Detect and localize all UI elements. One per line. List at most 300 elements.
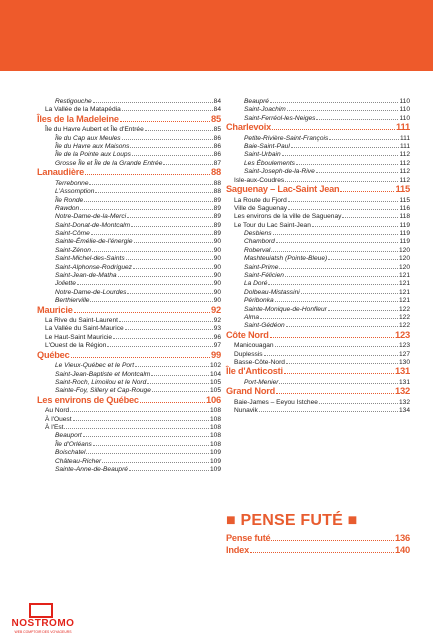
toc-page-number: 119 (399, 238, 410, 246)
toc-page-number: 88 (210, 166, 221, 178)
dot-leader (80, 203, 212, 210)
dot-leader (328, 304, 398, 311)
toc-entry-title: Manicouagan (234, 342, 274, 350)
dot-leader (270, 96, 399, 103)
toc-entry-title: Saint-Jean-de-Matha (55, 272, 117, 280)
toc-entry[interactable] (37, 430, 221, 438)
dot-leader (312, 220, 399, 227)
toc-entry[interactable] (226, 220, 410, 228)
dot-leader (93, 439, 209, 446)
dot-leader (285, 270, 398, 277)
toc-entry[interactable] (37, 464, 221, 472)
toc-right-column (226, 96, 410, 414)
toc-entry-title: Grand Nord (226, 386, 276, 397)
dot-leader (342, 211, 398, 218)
toc-entry-title: Île du Cap aux Meules (55, 134, 121, 142)
toc-entry[interactable] (226, 340, 410, 348)
dot-leader (77, 278, 213, 285)
toc-entry[interactable] (37, 186, 221, 194)
dot-leader (151, 369, 209, 376)
toc-entry-title: Île d'Orléans (55, 440, 92, 448)
toc-entry[interactable] (37, 295, 221, 303)
toc-page-number: 85 (210, 112, 221, 124)
toc-page-number: 90 (213, 238, 221, 246)
toc-entry-title: Saint-Urbain (244, 151, 281, 159)
dot-leader (86, 447, 209, 454)
toc-entry[interactable] (37, 195, 221, 203)
toc-page-number: 109 (209, 465, 221, 473)
toc-entry[interactable] (226, 104, 410, 112)
toc-entry-title: Saint-Gédéon (244, 322, 285, 330)
toc-entry[interactable] (226, 203, 410, 211)
toc-entry[interactable] (226, 228, 410, 236)
toc-entry[interactable] (37, 262, 221, 270)
toc-page-number: 90 (213, 255, 221, 263)
dot-leader (71, 349, 210, 358)
toc-entry[interactable] (37, 369, 221, 377)
dot-leader (163, 158, 212, 165)
dot-leader (282, 149, 399, 156)
toc-section-heading[interactable] (226, 532, 410, 544)
toc-entry-title: Grosse Île et Île de la Grande Entrée (55, 159, 163, 167)
logo-tagline: WEB COMPTOIR DES VOYAGEURS (14, 630, 72, 634)
dot-leader (91, 228, 213, 235)
dot-leader (83, 430, 209, 437)
dot-leader (276, 236, 399, 243)
toc-entry[interactable] (37, 270, 221, 278)
toc-entry-title: Duplessis (234, 350, 263, 358)
toc-section-heading[interactable] (226, 385, 410, 397)
toc-entry-title: Le Haut-Saint Mauricie (45, 333, 113, 341)
toc-entry[interactable] (37, 414, 221, 422)
toc-page-number: 119 (399, 221, 410, 229)
dot-leader (284, 365, 394, 374)
toc-page-number: 90 (213, 280, 221, 288)
toc-entry-title: Le Tour du Lac Saint-Jean (234, 221, 311, 229)
toc-entry[interactable] (226, 158, 410, 166)
toc-entry[interactable] (37, 253, 221, 261)
toc-entry-title: Boischatel (55, 449, 86, 457)
toc-entry-title: Rawdon (55, 204, 80, 212)
toc-entry[interactable] (226, 312, 410, 320)
toc-entry-title: Mashteuiatsh (Pointe-Bleue) (244, 255, 328, 263)
dot-leader (73, 414, 209, 421)
toc-entry[interactable] (226, 175, 410, 183)
logo-name: NOSTROMO (11, 618, 75, 629)
nostromo-logo (3, 603, 83, 639)
toc-entry-title: Lanaudière (37, 167, 85, 178)
toc-entry-title: L'Assomption (55, 188, 95, 196)
toc-page-number: 110 (399, 106, 410, 114)
toc-entry-title: Notre-Dame-de-la-Merci (55, 213, 127, 221)
toc-page-number: 123 (394, 328, 410, 340)
dot-leader (316, 166, 399, 173)
toc-section-heading[interactable] (37, 304, 221, 316)
toc-entry[interactable] (37, 228, 221, 236)
toc-entry-title: La Doré (244, 280, 268, 288)
toc-entry[interactable] (37, 96, 221, 104)
toc-entry-title: Notre-Dame-de-Lourdes (55, 288, 127, 296)
toc-entry[interactable] (37, 287, 221, 295)
dot-leader (107, 340, 212, 347)
toc-entry-title: Saint-Jean-Baptiste et Montcalm (55, 370, 151, 378)
toc-page-number: 132 (394, 385, 410, 397)
toc-page-number: 88 (213, 188, 221, 196)
toc-entry-title: Québec (37, 349, 70, 360)
toc-page-number: 105 (209, 387, 221, 395)
toc-page-number: 122 (398, 305, 410, 313)
toc-entry-title: Île d'Anticosti (226, 366, 283, 377)
toc-entry[interactable] (37, 323, 221, 331)
dot-leader (70, 405, 209, 412)
toc-entry-title: Île du Havre aux Maisons (55, 143, 130, 151)
dot-leader (328, 253, 398, 260)
dot-leader (140, 394, 205, 403)
toc-page-number: 112 (399, 176, 410, 184)
toc-page-number: 136 (394, 532, 410, 543)
toc-entry-title: Petite-Rivière-Saint-François (244, 134, 329, 142)
toc-entry-title: À l'Est (45, 424, 64, 431)
logo-frame-icon (29, 603, 53, 618)
toc-page-number: 110 (399, 98, 410, 105)
toc-entry-title: Basse-Côte-Nord (234, 359, 285, 367)
toc-page-number: 109 (209, 449, 221, 457)
toc-entry[interactable] (226, 166, 410, 174)
toc-page-number: 132 (398, 398, 410, 406)
toc-section-heading[interactable] (37, 394, 221, 406)
toc-entry-title: Charlevoix (226, 122, 271, 133)
dot-leader (64, 422, 209, 429)
toc-page-number: 131 (398, 378, 410, 386)
toc-entry-title: Saint-Félicien (244, 272, 284, 280)
toc-section-heading[interactable] (226, 121, 410, 133)
dot-leader (113, 332, 213, 339)
toc-entry[interactable] (226, 195, 410, 203)
toc-entry-title: Les environs de la ville de Saguenay (234, 213, 342, 221)
dot-leader (276, 385, 394, 394)
toc-entry-title: Péribonka (244, 297, 274, 305)
dot-leader (264, 349, 398, 356)
dot-leader (92, 245, 213, 252)
toc-page-number: 84 (213, 98, 221, 105)
toc-entry-title: La Rive du Saint-Laurent (45, 317, 118, 325)
toc-entry-title: Les environs de Québec (37, 394, 139, 405)
toc-entry[interactable] (37, 178, 221, 186)
toc-entry[interactable] (226, 377, 410, 385)
dot-leader (259, 405, 398, 412)
toc-page-number: 97 (213, 342, 221, 350)
dot-leader (329, 133, 399, 140)
toc-section-heading[interactable] (226, 544, 410, 556)
toc-entry-title: Terrebonne (55, 179, 89, 187)
toc-entry-title: Roberval (244, 246, 271, 254)
dot-leader (288, 203, 398, 210)
toc-page-number: 123 (398, 342, 410, 350)
toc-entry[interactable] (226, 349, 410, 357)
toc-page-number: 90 (213, 263, 221, 271)
toc-entry[interactable] (37, 340, 221, 348)
toc-section-heading[interactable] (226, 365, 410, 377)
dot-leader (119, 315, 213, 322)
toc-entry[interactable] (226, 149, 410, 157)
dot-leader (275, 340, 398, 347)
toc-entry-title: Saint-Zénon (55, 246, 91, 254)
toc-entry[interactable] (226, 211, 410, 219)
toc-entry[interactable] (226, 357, 410, 365)
toc-page-number: 112 (399, 151, 410, 159)
dot-leader (340, 183, 394, 192)
toc-page-number: 92 (213, 317, 221, 325)
toc-entry-title: Index (226, 544, 249, 555)
dot-leader (84, 195, 212, 202)
toc-page-number: 131 (394, 365, 410, 377)
toc-entry-title: Île Ronde (55, 196, 84, 204)
toc-entry-title: Île de la Pointe aux Loups (55, 151, 131, 159)
dot-leader (286, 357, 398, 364)
toc-page-number: 89 (213, 213, 221, 221)
toc-entry[interactable] (37, 332, 221, 340)
dot-leader (275, 295, 398, 302)
toc-page-number: 115 (395, 183, 410, 195)
toc-entry-title: Baie-James – Eeyou Istchee (234, 398, 318, 406)
toc-entry[interactable] (226, 245, 410, 253)
toc-entry-title: Alma (244, 313, 260, 321)
toc-entry[interactable] (37, 133, 221, 141)
toc-section-heading[interactable] (226, 329, 410, 341)
dot-leader (85, 166, 210, 175)
dot-leader (268, 278, 398, 285)
toc-entry-title: Côte Nord (226, 329, 269, 340)
toc-entry[interactable] (37, 315, 221, 323)
toc-entry-title: Baie-Saint-Paul (244, 143, 290, 151)
toc-page-number: 108 (209, 407, 221, 415)
toc-page-number: 112 (399, 159, 410, 167)
dot-leader (279, 262, 398, 269)
dot-leader (147, 377, 209, 384)
toc-entry-title: Nunavik (234, 407, 258, 415)
toc-section-heading[interactable] (37, 349, 221, 361)
toc-page-number: 89 (213, 230, 221, 238)
toc-entry-title: Saint-Alphonse-Rodriguez (55, 263, 132, 271)
dot-leader (95, 186, 212, 193)
toc-entry[interactable] (37, 149, 221, 157)
toc-page-number: 122 (398, 322, 410, 330)
toc-entry[interactable] (226, 405, 410, 413)
dot-leader (296, 158, 399, 165)
dot-leader (122, 133, 213, 140)
dot-leader (118, 270, 213, 277)
toc-page-number: 108 (209, 440, 221, 448)
toc-entry-title: Les Éboulements (244, 159, 295, 167)
toc-page-number: 108 (209, 432, 221, 440)
toc-entry[interactable] (37, 158, 221, 166)
toc-page-number: 99 (210, 348, 221, 360)
dot-leader (286, 320, 398, 327)
toc-page-number: 93 (213, 325, 221, 333)
toc-page-number: 110 (399, 114, 410, 122)
toc-page-number: 127 (398, 350, 410, 358)
toc-entry[interactable] (226, 295, 410, 303)
dot-leader (89, 178, 212, 185)
toc-entry-title: Sainte-Foy, Sillery et Cap-Rouge (55, 387, 151, 395)
toc-page-number: 96 (213, 333, 221, 341)
toc-entry[interactable] (226, 96, 410, 104)
dot-leader (125, 323, 213, 330)
toc-entry[interactable] (226, 287, 410, 295)
toc-page-number: 86 (213, 134, 221, 142)
header-band (0, 0, 433, 71)
dot-leader (273, 228, 399, 235)
toc-page-number: 104 (209, 370, 221, 378)
toc-entry-title: Dolbeau-Mistassini (244, 288, 300, 296)
toc-entry[interactable] (226, 113, 410, 121)
dot-leader (270, 329, 394, 338)
toc-section-heading[interactable] (226, 183, 410, 195)
toc-entry[interactable] (37, 377, 221, 385)
dot-leader (74, 304, 210, 313)
toc-entry[interactable] (37, 278, 221, 286)
pense-fute-list (226, 532, 410, 555)
toc-page-number: 111 (399, 143, 410, 151)
toc-entry-title: Saint-Prime (244, 263, 279, 271)
toc-page-number: 108 (209, 415, 221, 423)
toc-entry-title: Au Nord (45, 407, 70, 415)
toc-page-number: 118 (399, 213, 410, 221)
toc-entry-title: La Route du Fjord (234, 196, 287, 204)
toc-page-number: 121 (398, 272, 410, 280)
toc-entry[interactable] (226, 304, 410, 312)
toc-page-number: 122 (398, 313, 410, 321)
toc-entry-title: Îles de la Madeleine (37, 113, 119, 124)
toc-entry[interactable] (37, 245, 221, 253)
toc-section-heading[interactable] (37, 166, 221, 178)
dot-leader (271, 245, 398, 252)
dot-leader (122, 104, 213, 111)
dot-leader (120, 113, 210, 122)
toc-entry[interactable] (37, 203, 221, 211)
dot-leader (287, 104, 399, 111)
dot-leader (319, 397, 398, 404)
toc-entry-title: Beauport (55, 432, 82, 440)
toc-entry-title: Saint-Donat-de-Montcalm (55, 221, 131, 229)
toc-page-number: 115 (399, 196, 410, 204)
dot-leader (152, 385, 209, 392)
toc-entry-title: Desbiens (244, 230, 272, 238)
toc-entry-title: Saint-Michel-des-Saints (55, 255, 125, 263)
toc-entry[interactable] (37, 141, 221, 149)
toc-entry[interactable] (37, 456, 221, 464)
toc-entry[interactable] (37, 385, 221, 393)
toc-entry[interactable] (37, 422, 221, 430)
toc-entry[interactable] (226, 236, 410, 244)
toc-entry[interactable] (226, 253, 410, 261)
dot-leader (93, 96, 213, 103)
toc-page-number: 102 (209, 362, 221, 370)
toc-page-number: 121 (398, 297, 410, 305)
toc-entry[interactable] (226, 133, 410, 141)
toc-page-number: 89 (213, 221, 221, 229)
toc-page-number: 84 (213, 106, 221, 114)
toc-page-number: 85 (213, 126, 221, 134)
toc-page-number: 108 (209, 424, 221, 431)
toc-entry-title: Saint-Joseph-de-la-Rive (244, 168, 315, 176)
toc-entry-title: Isle-aux-Coudres (234, 176, 285, 184)
dot-leader (130, 141, 212, 148)
toc-entry-title: Saint-Joachim (244, 106, 286, 114)
toc-page-number: 120 (398, 246, 410, 254)
toc-page-number: 109 (209, 457, 221, 465)
dot-leader (272, 121, 395, 130)
dot-leader (288, 195, 399, 202)
toc-entry-title: Sainte-Monique-de-Honfleur (244, 305, 327, 313)
dot-leader (131, 220, 213, 227)
toc-page-number: 116 (399, 204, 410, 212)
toc-entry[interactable] (226, 278, 410, 286)
toc-page-number: 106 (205, 393, 221, 405)
toc-entry[interactable] (226, 320, 410, 328)
toc-page-number: 111 (399, 134, 410, 142)
toc-entry[interactable] (226, 141, 410, 149)
toc-entry[interactable] (226, 270, 410, 278)
toc-page-number: 90 (213, 288, 221, 296)
dot-leader (279, 377, 398, 384)
toc-entry-title: Saguenay – Lac-Saint Jean (226, 184, 340, 195)
toc-entry[interactable] (226, 262, 410, 270)
toc-entry[interactable] (37, 447, 221, 455)
toc-page-number: 90 (213, 272, 221, 280)
toc-entry[interactable] (37, 211, 221, 219)
dot-leader (145, 124, 213, 131)
toc-page-number: 88 (213, 179, 221, 187)
toc-page-number: 90 (213, 246, 221, 254)
toc-entry[interactable] (37, 236, 221, 244)
toc-entry[interactable] (37, 360, 221, 368)
toc-page-number: 121 (398, 288, 410, 296)
dot-leader (134, 236, 213, 243)
toc-page-number: 140 (394, 543, 410, 555)
toc-entry-title: La Vallée de la Matapédia (45, 106, 121, 114)
toc-page-number: 119 (399, 230, 410, 238)
toc-entry[interactable] (37, 220, 221, 228)
toc-section-heading[interactable] (37, 113, 221, 125)
toc-entry-title: Saint-Côme (55, 230, 90, 238)
toc-page-number: 120 (398, 263, 410, 271)
pense-fute-title: ■ PENSE FUTÉ ■ (226, 512, 358, 529)
toc-page-number: 134 (398, 407, 410, 415)
toc-entry-title: Château-Richer (55, 457, 102, 465)
toc-entry[interactable] (37, 124, 221, 132)
toc-entry-title: Joliette (55, 280, 76, 288)
dot-leader (285, 175, 398, 182)
toc-entry-title: Saint-Ferréol-les-Neiges (244, 114, 316, 122)
dot-leader (260, 312, 398, 319)
toc-page-number: 121 (398, 280, 410, 288)
dot-leader (271, 532, 393, 541)
toc-page-number: 87 (213, 159, 221, 167)
toc-entry-title: Port-Menier (244, 378, 279, 386)
toc-page-number: 111 (395, 121, 410, 133)
toc-entry-title: Saint-Roch, Limoilou et le Nord (55, 378, 147, 386)
dot-leader (301, 287, 398, 294)
toc-entry[interactable] (37, 104, 221, 112)
toc-entry[interactable] (37, 405, 221, 413)
toc-page-number: 89 (213, 204, 221, 212)
toc-entry[interactable] (37, 439, 221, 447)
toc-entry-title: Pense futé (226, 533, 271, 543)
dot-leader (127, 287, 212, 294)
toc-entry[interactable] (226, 397, 410, 405)
toc-page-number: 112 (399, 168, 410, 176)
